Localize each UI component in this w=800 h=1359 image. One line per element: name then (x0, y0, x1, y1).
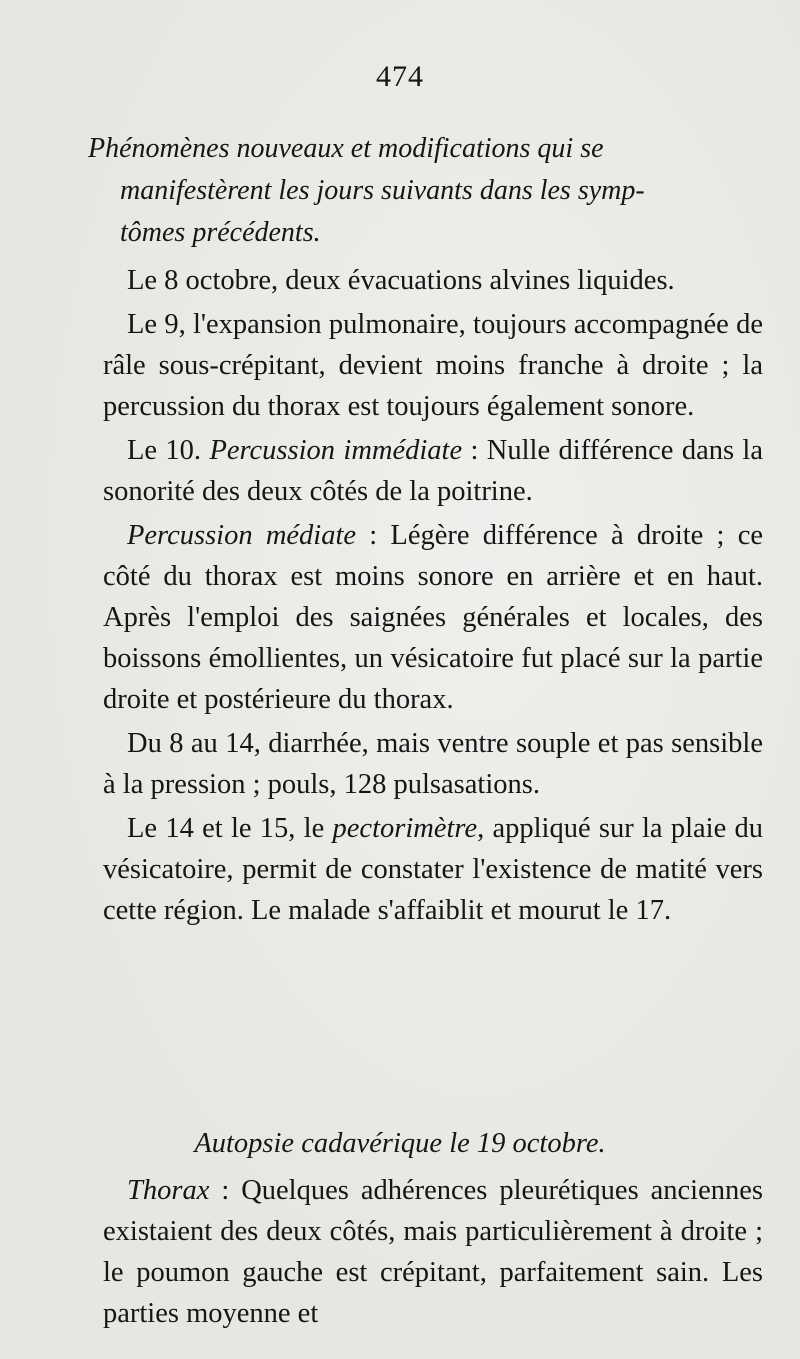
pectorimetre-term: pectorimètre (332, 813, 478, 844)
autopsy-heading: Autopsie cadavérique le 19 octobre. (194, 1128, 606, 1159)
heading-line-1: Phénomènes nouveaux et modifications qui se (88, 133, 604, 164)
paragraph-oct-10-rest: : Nulle différence dans la sonorité des deux côtés de la poitrine. (103, 435, 763, 507)
paragraph-thorax-rest: : Quelques adhérences pleurétiques anciennes existaient des deux côtés, mais particulièrement à droite ; le poumon gauche est crépitant, parfaitement sain. Les parties moyenne et (103, 1175, 763, 1329)
paragraph-percussion-mediate (103, 515, 763, 720)
paragraph-oct-8-14: Du 8 au 14, diarrhée, mais ventre souple et pas sensible à la pression ; pouls, 128 pulsasations. (103, 728, 763, 800)
page-number: 474 (376, 60, 424, 93)
heading-line-2: manifestèrent les jours suivants dans les symp- (120, 175, 645, 206)
paragraph-oct-14-15 (103, 808, 763, 931)
body-text (103, 260, 763, 931)
paragraph-oct-10-lead: Le 10. (127, 435, 210, 466)
paragraph-percussion-mediate-rest: : Légère différence à droite ; ce côté du thorax est moins sonore en arrière et en haut. Après l'emploi des saignées générales et locales, des boissons émollientes, un vésicatoire fut placé sur la partie droite et postérieure du thorax. (103, 520, 763, 715)
paragraph-oct-14-15-lead: Le 14 et le 15, le (127, 813, 333, 844)
percussion-immediate-term: Percussion immédiate (209, 435, 463, 466)
percussion-mediate-term: Percussion médiate (127, 520, 357, 551)
paragraph-oct-9: Le 9, l'expansion pulmonaire, toujours accompagnée de râle sous-crépitant, devient moins franche à droite ; la percussion du thorax est toujours également sonore. (103, 309, 763, 422)
paragraph-oct-8: Le 8 octobre, deux évacuations alvines liquides. (127, 265, 675, 296)
section-heading (88, 128, 763, 254)
heading-line-3: tômes précédents. (120, 217, 321, 248)
paragraph-oct-14-15-rest: , appliqué sur la plaie du vésicatoire, permit de constater l'existence de matité vers cette région. Le malade s'affaiblit et mourut le 17. (103, 813, 764, 926)
thorax-term: Thorax (127, 1175, 210, 1206)
paragraph-thorax (103, 1170, 763, 1334)
autopsy-text (103, 1170, 763, 1334)
paragraph-oct-10 (103, 430, 763, 512)
